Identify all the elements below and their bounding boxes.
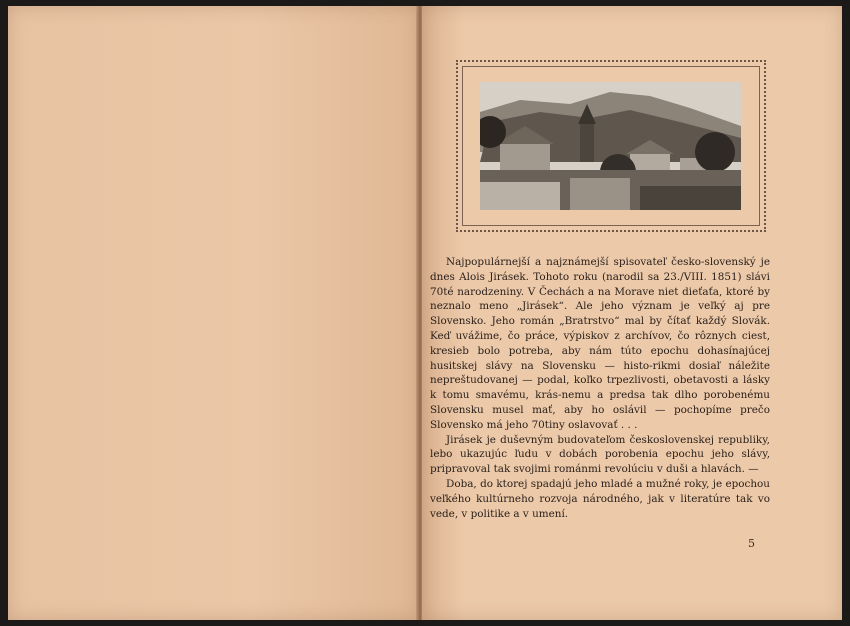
- main-text: [430, 255, 770, 521]
- paragraph-3: Doba, do ktorej spadajú jeho mladé a mužné roky, je epochou veľkého kultúrneho rozvoja národného, jak v literatúre tak vo vede, v politike a v umení.: [430, 477, 770, 520]
- paragraph-1: Najpopulárnejší a najznámejší spisovateľ česko-slovenský je dnes Alois Jirásek. Tohoto roku (narodil sa 23./VIII. 1851) slávi 70té narodzeniny. V Čechách a na Morave niet dieťaťa, ktoré by neznalo meno „Jirásek“. Ale jeho význam je veľký aj pre Slovensko. Jeho román „Bratrstvo“ mal by čítať každý Slovák. Keď uvážime, čo práce, výpiskov z archívov, čo rôznych ciest, kresieb bolo potreba, aby nám túto epochu dohasínajúcej husitskej slávy na Slovensku — histo-rikmi dosiaľ náležite nepreštudovanej — podal, koľko trpezlivosti, obetavosti a lásky k tomu smavému, krás-nemu a predsa tak dlho porobenému Slovensku musel mať, aby ho oslávil — pochopíme prečo Slovensko má jeho 70tiny oslavovať . . .: [430, 256, 770, 431]
- page-number: 5: [748, 537, 755, 550]
- town-photograph-drawing: [480, 82, 741, 210]
- town-photograph: [480, 82, 741, 210]
- paragraph-2: Jirásek je duševným budovateľom československej republiky, lebo ukazujúc ľudu v dobách porobenia epochu jeho slávy, pripravoval tak svojimi románmi revolúciu v duši a hlavách. —: [430, 433, 770, 476]
- left-page: [8, 6, 420, 620]
